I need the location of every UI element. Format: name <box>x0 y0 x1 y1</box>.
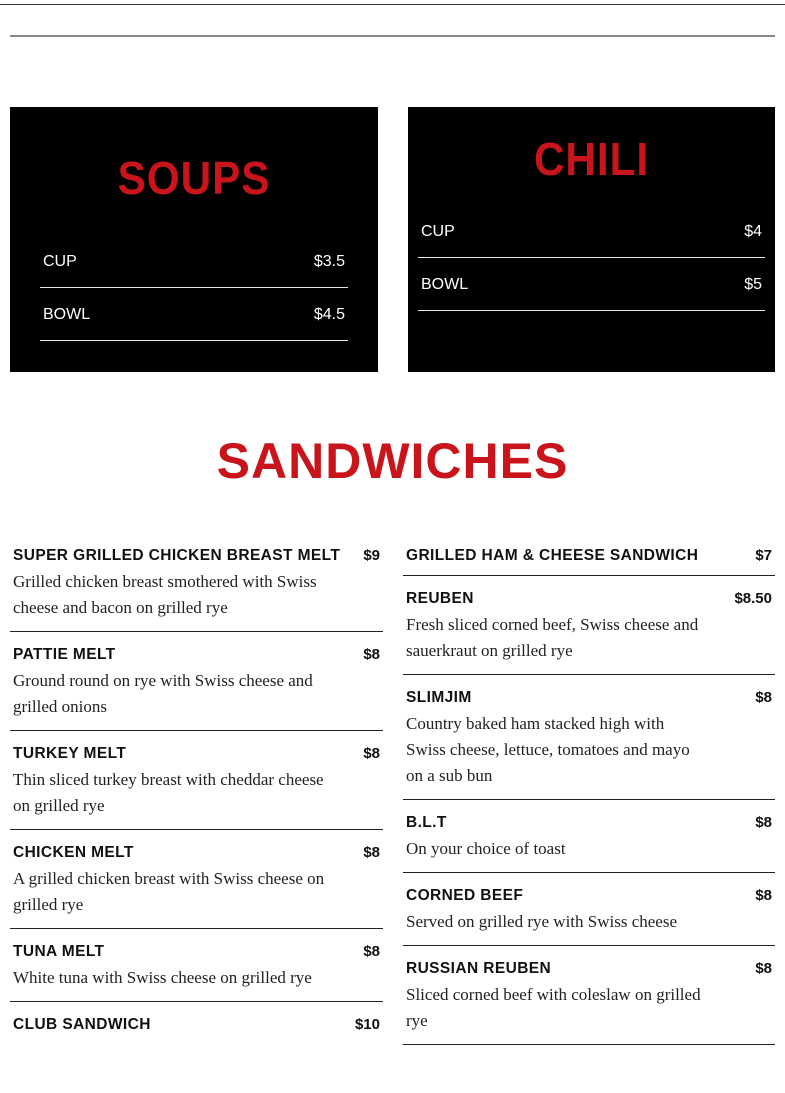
chili-bowl-label: BOWL <box>421 275 469 293</box>
soups-title: SOUPS <box>117 152 271 204</box>
item-price: $8 <box>755 887 772 904</box>
sandwiches-left-column <box>10 533 383 1044</box>
item-name: B.L.T <box>406 814 447 831</box>
item-description: Ground round on rye with Swiss cheese and grilled onions <box>13 671 313 716</box>
item-description: Served on grilled rye with Swiss cheese <box>406 912 677 931</box>
item-price: $8 <box>755 814 772 831</box>
sandwiches-title: SANDWICHES <box>216 433 569 489</box>
menu-item <box>10 1002 383 1044</box>
item-name: CHICKEN MELT <box>13 844 134 861</box>
item-price: $8 <box>363 943 380 960</box>
item-name: GRILLED HAM & CHEESE SANDWICH <box>406 547 699 564</box>
top-rule <box>0 4 785 5</box>
menu-item <box>403 800 775 873</box>
soups-cup-price: $3.5 <box>313 252 345 270</box>
chili-cup-label: CUP <box>421 222 455 240</box>
item-description: Country baked ham stacked high with Swiss cheese, lettuce, tomatoes and mayo on a sub bun <box>406 714 690 785</box>
item-description: Fresh sliced corned beef, Swiss cheese and sauerkraut on grilled rye <box>406 615 699 660</box>
chili-title: CHILI <box>533 133 650 185</box>
item-name: REUBEN <box>406 590 474 607</box>
menu-item <box>10 830 383 929</box>
item-price: $10 <box>354 1016 380 1033</box>
menu-item <box>403 533 775 576</box>
item-price: $8 <box>363 646 380 663</box>
item-name: PATTIE MELT <box>13 646 116 663</box>
item-name: SUPER GRILLED CHICKEN BREAST MELT <box>13 547 341 564</box>
item-description: Grilled chicken breast smothered with Swiss cheese and bacon on grilled rye <box>13 572 317 617</box>
header-divider <box>10 35 775 37</box>
menu-item <box>403 675 775 800</box>
item-name: TUNA MELT <box>13 943 105 960</box>
soups-panel <box>10 107 378 372</box>
item-description: On your choice of toast <box>406 839 566 858</box>
chili-panel <box>408 107 775 372</box>
item-description: Sliced corned beef with coleslaw on grilled rye <box>406 985 701 1030</box>
menu-item <box>403 946 775 1045</box>
item-price: $8 <box>755 960 772 977</box>
item-price: $8.50 <box>734 590 772 607</box>
chili-cup-row <box>418 206 765 258</box>
menu-item <box>403 576 775 675</box>
chili-cup-price: $4 <box>744 222 762 240</box>
soups-cup-label: CUP <box>43 252 77 270</box>
item-name: CORNED BEEF <box>406 887 524 904</box>
item-price: $9 <box>363 547 380 564</box>
soups-bowl-label: BOWL <box>43 305 91 323</box>
soups-bowl-price: $4.5 <box>313 305 345 323</box>
soups-bowl-row <box>40 289 348 341</box>
item-name: SLIMJIM <box>406 689 472 706</box>
item-description: Thin sliced turkey breast with cheddar cheese on grilled rye <box>13 770 324 815</box>
chili-bowl-price: $5 <box>744 275 762 293</box>
menu-item <box>10 533 383 632</box>
item-name: TURKEY MELT <box>13 745 127 762</box>
sandwiches-right-column <box>403 533 775 1045</box>
menu-item <box>10 632 383 731</box>
item-price: $8 <box>363 745 380 762</box>
item-price: $8 <box>363 844 380 861</box>
chili-bowl-row <box>418 259 765 311</box>
item-description: A grilled chicken breast with Swiss cheese on grilled rye <box>13 869 325 914</box>
item-name: RUSSIAN REUBEN <box>406 960 552 977</box>
soups-cup-row <box>40 236 348 288</box>
item-name: CLUB SANDWICH <box>13 1016 151 1033</box>
menu-item <box>10 731 383 830</box>
item-description: White tuna with Swiss cheese on grilled rye <box>13 968 312 987</box>
menu-item <box>403 873 775 946</box>
menu-item <box>10 929 383 1002</box>
item-price: $8 <box>755 689 772 706</box>
item-price: $7 <box>755 547 772 564</box>
